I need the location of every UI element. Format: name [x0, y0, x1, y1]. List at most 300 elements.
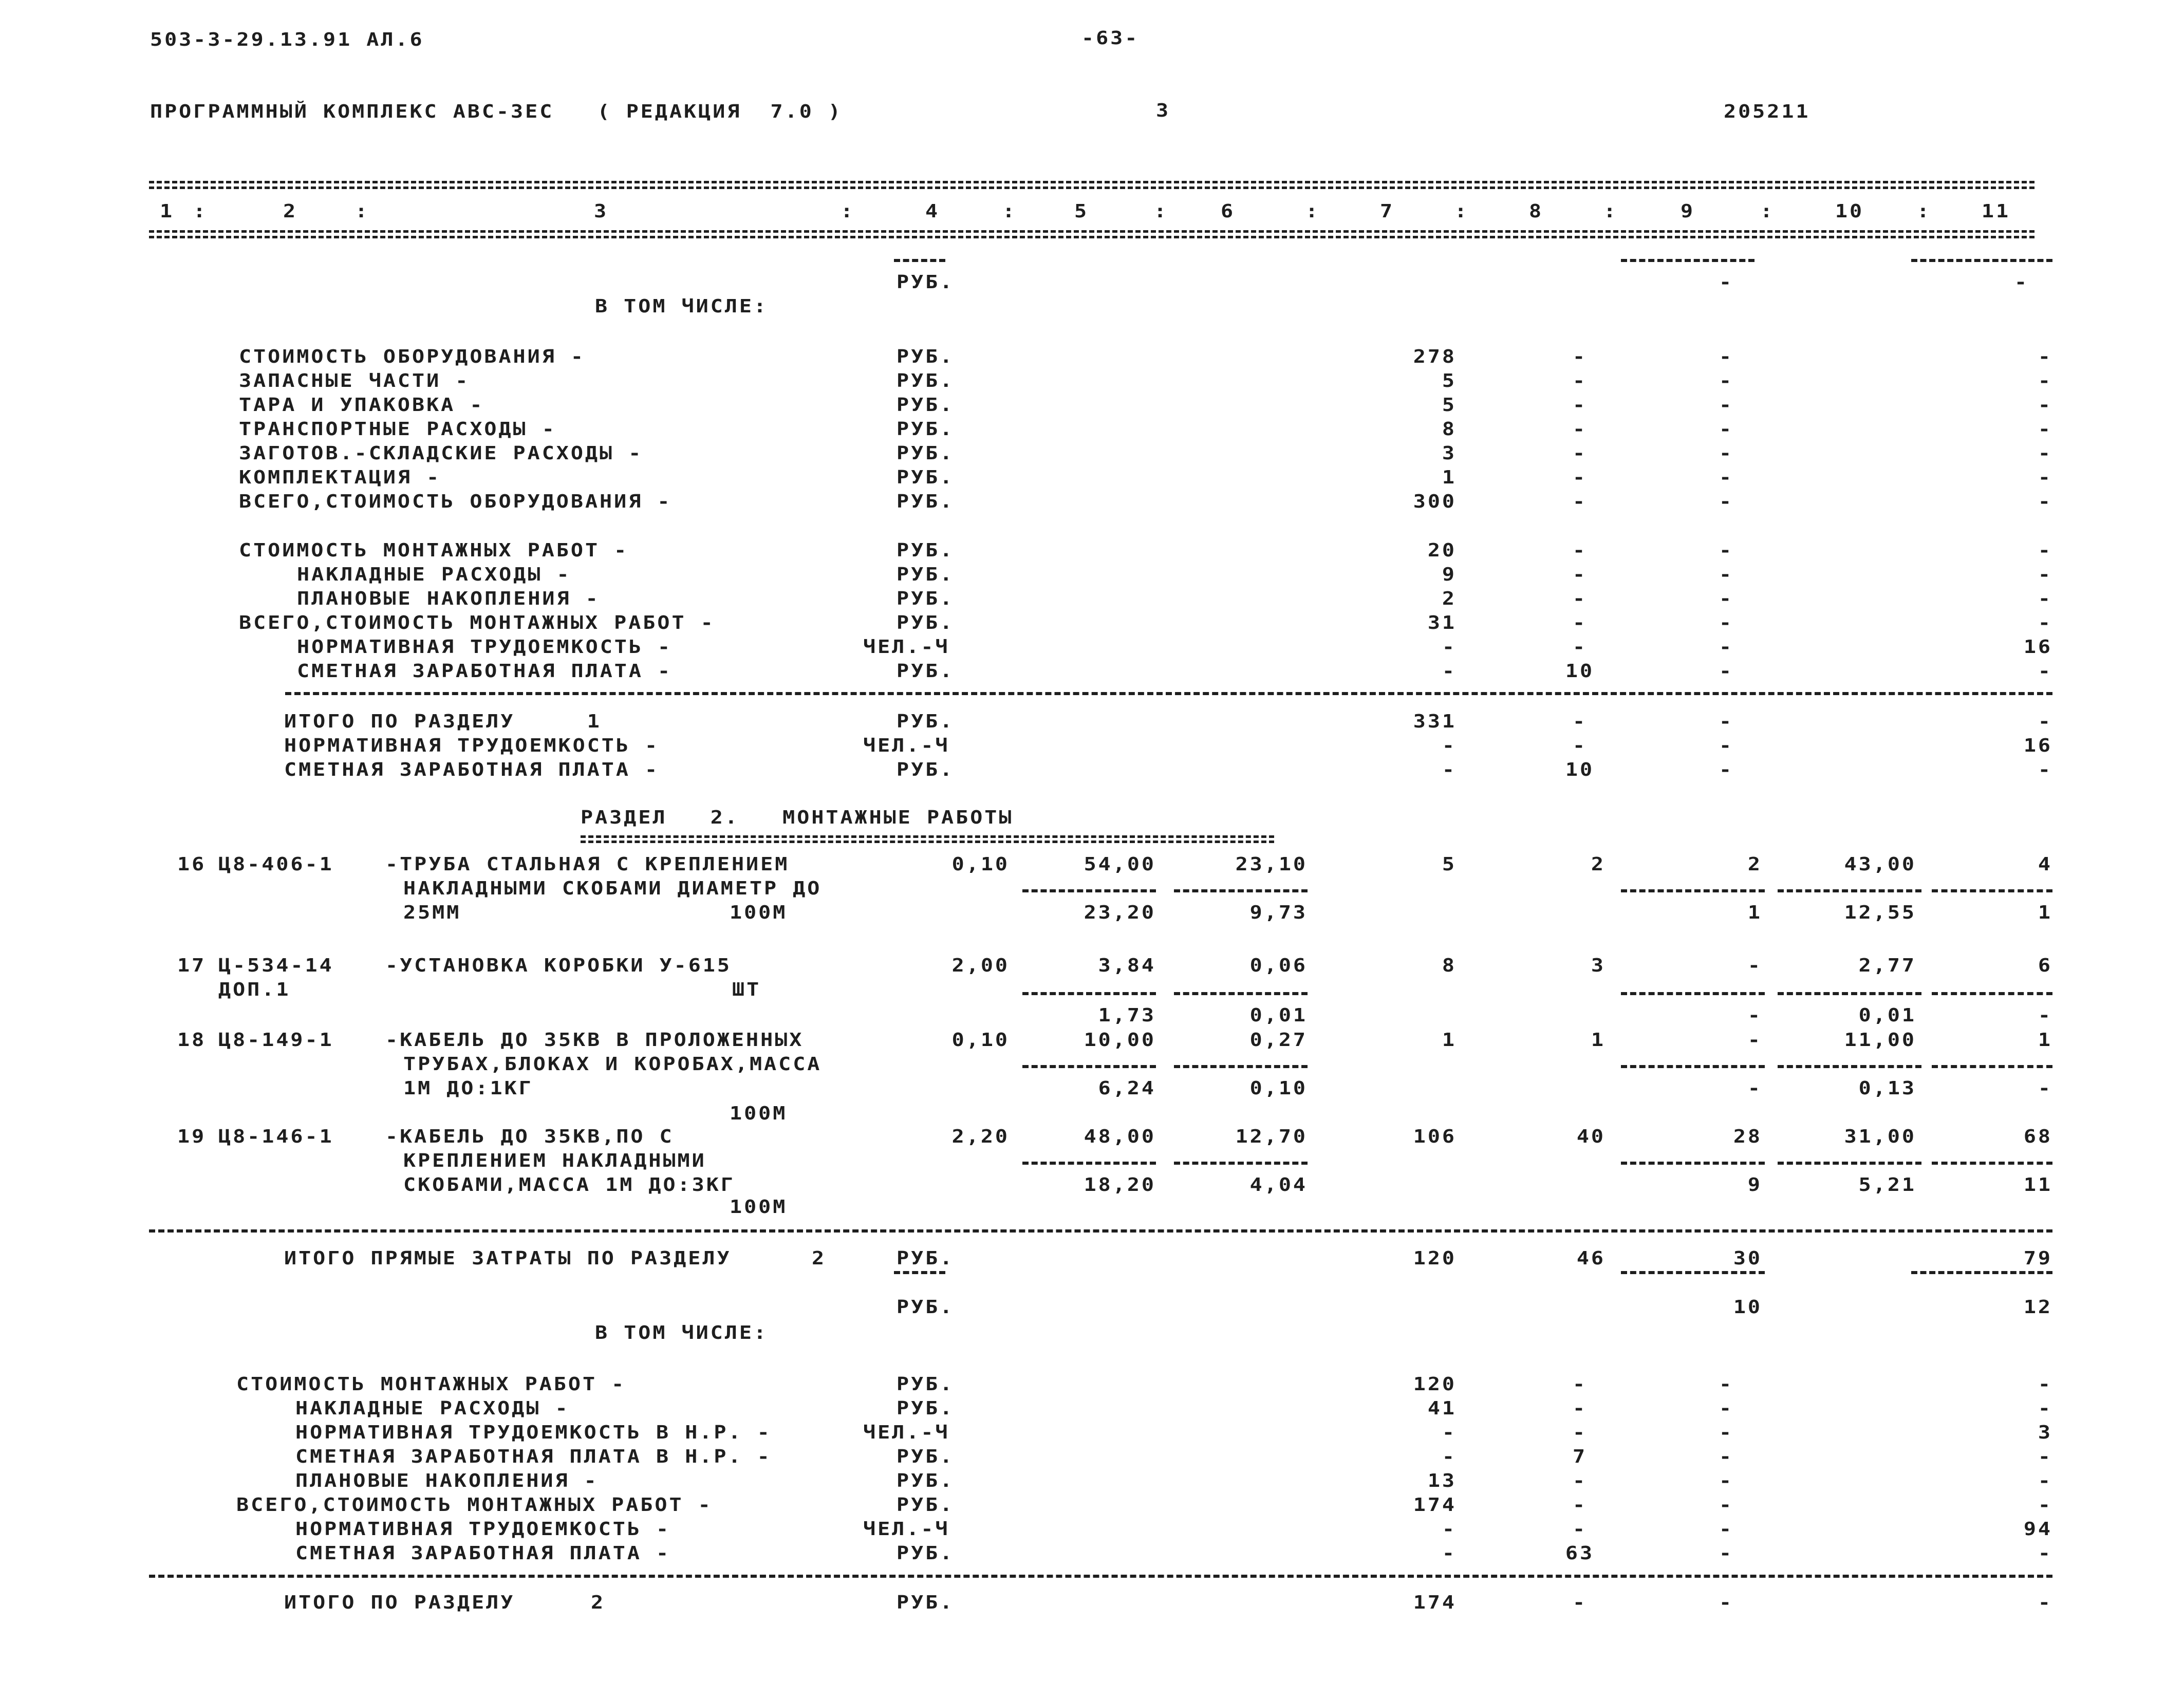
column-header-7: 7 — [1379, 201, 1395, 222]
cost-value: 5,21 — [1858, 1174, 1916, 1196]
item-code-suffix: ДОП.1 — [218, 979, 291, 1000]
summary-value: - — [2038, 1398, 2052, 1419]
total-value: - — [1572, 1592, 1588, 1613]
summary-value: - — [2038, 1446, 2052, 1467]
total-value: - — [2038, 1592, 2052, 1613]
summary-value: 278 — [1413, 346, 1457, 367]
column-separator: : — [1454, 201, 1469, 222]
cost-value: 12,55 — [1844, 902, 1916, 923]
summary-value: 5 — [1442, 370, 1457, 391]
summary-value: - — [2038, 661, 2052, 682]
item-description: СКОБАМИ,МАССА 1М ДО:3КГ — [403, 1174, 735, 1196]
total-value: 46 — [1576, 1248, 1606, 1269]
summary-value: - — [1572, 1470, 1588, 1491]
item-description: ТРУБАХ,БЛОКАХ И КОРОБАХ,МАССА — [403, 1054, 822, 1075]
summary-value: - — [1719, 467, 1734, 488]
summary-value: - — [2038, 1374, 2052, 1395]
col11-underline — [1911, 1271, 2052, 1274]
cell-divider — [1932, 992, 2052, 995]
unit-price: 23,20 — [1084, 902, 1156, 923]
cost-value: 0,13 — [1858, 1078, 1916, 1099]
cost-value: 1 — [1747, 902, 1762, 923]
summary-value: 9 — [1442, 564, 1457, 585]
unit-label: РУБ. — [897, 1248, 955, 1269]
summary-value: - — [1572, 1495, 1588, 1516]
cell-divider — [1621, 992, 1765, 995]
cost-value: 106 — [1413, 1126, 1457, 1147]
column-separator: : — [1153, 201, 1169, 222]
including-heading: В ТОМ ЧИСЛЕ: — [595, 1322, 768, 1343]
summary-label: ПЛАНОВЫЕ НАКОПЛЕНИЯ - — [295, 1470, 599, 1491]
summary-label: СМЕТНАЯ ЗАРАБОТНАЯ ПЛАТА - — [297, 661, 673, 682]
summary-value: - — [1572, 1398, 1588, 1419]
dash-cell: - — [2014, 272, 2029, 293]
summary-value: 13 — [1427, 1470, 1457, 1491]
summary-value: - — [1442, 637, 1457, 658]
unit-of-measure: 100М — [730, 902, 788, 923]
summary-value: - — [1719, 1519, 1734, 1540]
unit-underline — [894, 1271, 945, 1274]
unit-price: 0,10 — [1249, 1078, 1308, 1099]
unit-price: 9,73 — [1249, 902, 1308, 923]
summary-value: - — [1719, 1398, 1734, 1419]
unit-underline — [894, 259, 945, 262]
summary-value: - — [2038, 588, 2052, 609]
column-header-8: 8 — [1528, 201, 1544, 222]
total-value: - — [1719, 711, 1734, 732]
item-code: Ц8-149-1 — [218, 1030, 334, 1051]
summary-label: ВСЕГО,СТОИМОСТЬ ОБОРУДОВАНИЯ - — [239, 491, 672, 512]
cost-value: 31,00 — [1844, 1126, 1916, 1147]
col9-underline — [1621, 1271, 1765, 1274]
unit-label: ЧЕЛ.-Ч — [863, 1519, 950, 1540]
total-value: 79 — [2023, 1248, 2052, 1269]
summary-label: НАКЛАДНЫЕ РАСХОДЫ - — [297, 564, 571, 585]
summary-value: - — [2038, 395, 2052, 416]
summary-value: - — [2038, 443, 2052, 464]
summary-label: НОРМАТИВНАЯ ТРУДОЕМКОСТЬ В Н.Р. - — [295, 1422, 772, 1443]
summary-value: 120 — [1413, 1374, 1457, 1395]
section-divider-rule — [149, 1575, 2052, 1578]
cost-value: 28 — [1733, 1126, 1762, 1147]
section-title: РАЗДЕЛ 2. МОНТАЖНЫЕ РАБОТЫ — [581, 807, 1014, 828]
column-separator: : — [1603, 201, 1618, 222]
unit-of-measure: 100М — [730, 1197, 788, 1218]
unit-label: РУБ. — [897, 711, 955, 732]
column-header-10: 10 — [1835, 201, 1864, 222]
cell-divider — [1022, 889, 1156, 892]
unit-price: 54,00 — [1084, 854, 1156, 875]
summary-value: - — [1572, 467, 1588, 488]
summary-value: - — [1719, 395, 1734, 416]
total-value: 12 — [2023, 1297, 2052, 1318]
summary-value: - — [1719, 637, 1734, 658]
column-separator: : — [1916, 201, 1932, 222]
item-description: КРЕПЛЕНИЕМ НАКЛАДНЫМИ — [403, 1150, 706, 1171]
quantity-value: 2,20 — [951, 1126, 1010, 1147]
unit-label: РУБ. — [897, 443, 955, 464]
unit-label: РУБ. — [897, 1470, 955, 1491]
summary-value: - — [2038, 491, 2052, 512]
item-code: Ц-534-14 — [218, 955, 334, 976]
section-divider-rule — [149, 1229, 2052, 1233]
summary-label: СТОИМОСТЬ ОБОРУДОВАНИЯ - — [239, 346, 585, 367]
summary-value: - — [1572, 491, 1588, 512]
unit-label: РУБ. — [897, 1495, 955, 1516]
cost-value: 11 — [2023, 1174, 2052, 1196]
summary-value: - — [2038, 1470, 2052, 1491]
summary-value: 2 — [1442, 588, 1457, 609]
summary-label: НАКЛАДНЫЕ РАСХОДЫ - — [295, 1398, 570, 1419]
unit-label: РУБ. — [897, 395, 955, 416]
unit-price: 18,20 — [1084, 1174, 1156, 1196]
summary-label: НОРМАТИВНАЯ ТРУДОЕМКОСТЬ - — [295, 1519, 671, 1540]
summary-value: - — [2038, 419, 2052, 440]
summary-value: 7 — [1572, 1446, 1588, 1467]
summary-value: - — [1442, 1519, 1457, 1540]
summary-value: - — [1572, 540, 1588, 561]
total-value: - — [2038, 711, 2052, 732]
summary-label: ТРАНСПОРТНЫЕ РАСХОДЫ - — [239, 419, 556, 440]
unit-label: РУБ. — [897, 419, 955, 440]
cost-value: 40 — [1576, 1126, 1606, 1147]
cost-value: 4 — [2038, 854, 2052, 875]
column-separator: : — [1002, 201, 1017, 222]
item-code: Ц8-146-1 — [218, 1126, 334, 1147]
column-header-1: 1 — [159, 201, 175, 222]
summary-value: - — [1572, 1422, 1588, 1443]
section-total-label: НОРМАТИВНАЯ ТРУДОЕМКОСТЬ - — [284, 735, 660, 756]
unit-label: РУБ. — [897, 1446, 955, 1467]
unit-label: РУБ. — [897, 588, 955, 609]
summary-value: - — [2038, 1495, 2052, 1516]
cost-value: 2 — [1591, 854, 1606, 875]
item-description: -ТРУБА СТАЛЬНАЯ С КРЕПЛЕНИЕМ — [385, 854, 790, 875]
cost-value: 43,00 — [1844, 854, 1916, 875]
total-value: 30 — [1733, 1248, 1762, 1269]
total-value: - — [1719, 759, 1734, 780]
unit-label: РУБ. — [897, 467, 955, 488]
total-value: 16 — [2023, 735, 2052, 756]
quantity-value: 2,00 — [951, 955, 1010, 976]
summary-value: - — [1719, 419, 1734, 440]
summary-value: - — [1719, 564, 1734, 585]
unit-label: РУБ. — [897, 661, 955, 682]
total-value: 120 — [1413, 1248, 1457, 1269]
summary-value: - — [1719, 370, 1734, 391]
unit-label: РУБ. — [897, 491, 955, 512]
summary-value: - — [1719, 661, 1734, 682]
cost-value: - — [2038, 1005, 2052, 1026]
unit-price: 4,04 — [1249, 1174, 1308, 1196]
header-bottom-rule — [149, 230, 2034, 238]
unit-label: РУБ. — [897, 272, 955, 293]
column-separator: : — [1305, 201, 1320, 222]
unit-price: 0,01 — [1249, 1005, 1308, 1026]
unit-label: РУБ. — [897, 564, 955, 585]
summary-value: 16 — [2023, 637, 2052, 658]
unit-label: РУБ. — [897, 1297, 955, 1318]
cell-divider — [1932, 1065, 2052, 1068]
cell-divider — [1932, 889, 2052, 892]
column-header-5: 5 — [1074, 201, 1089, 222]
summary-label: ЗАПАСНЫЕ ЧАСТИ - — [239, 370, 470, 391]
total-value: 10 — [1733, 1297, 1762, 1318]
section-number: 2 — [591, 1592, 606, 1613]
item-description: 25ММ — [403, 902, 461, 923]
item-description: -КАБЕЛЬ ДО 35КВ,ПО С — [385, 1126, 674, 1147]
cell-divider — [1778, 1162, 1921, 1165]
summary-value: - — [1572, 588, 1588, 609]
column-header-4: 4 — [925, 201, 940, 222]
summary-value: - — [2038, 612, 2052, 633]
summary-value: - — [1442, 1422, 1457, 1443]
summary-label: НОРМАТИВНАЯ ТРУДОЕМКОСТЬ - — [297, 637, 673, 658]
summary-value: - — [1442, 1543, 1457, 1564]
summary-value: - — [1719, 588, 1734, 609]
summary-value: 5 — [1442, 395, 1457, 416]
item-description: -УСТАНОВКА КОРОБКИ У-615 — [385, 955, 732, 976]
summary-value: - — [2038, 1543, 2052, 1564]
cell-divider — [1174, 1065, 1308, 1068]
summary-value: - — [1572, 612, 1588, 633]
unit-label: РУБ. — [897, 370, 955, 391]
unit-price: 3,84 — [1098, 955, 1156, 976]
cell-divider — [1174, 992, 1308, 995]
cell-divider — [1621, 1162, 1765, 1165]
quantity-value: 0,10 — [951, 1030, 1010, 1051]
summary-value: - — [1572, 443, 1588, 464]
summary-value: 10 — [1565, 661, 1595, 682]
cost-value: - — [1747, 1030, 1762, 1051]
cost-value: 2 — [1747, 854, 1762, 875]
cost-value: - — [1747, 1005, 1762, 1026]
column-header-6: 6 — [1220, 201, 1236, 222]
column-separator: : — [1760, 201, 1775, 222]
dash-cell: - — [1719, 272, 1734, 293]
summary-value: 20 — [1427, 540, 1457, 561]
summary-value: 94 — [2023, 1519, 2052, 1540]
summary-value: - — [1719, 1422, 1734, 1443]
total-value: 331 — [1413, 711, 1457, 732]
cost-value: 11,00 — [1844, 1030, 1916, 1051]
total-value: - — [1572, 711, 1588, 732]
summary-value: - — [1719, 1543, 1734, 1564]
document-id: 205211 — [1724, 101, 1810, 122]
cell-divider — [1174, 1162, 1308, 1165]
unit-price: 6,24 — [1098, 1078, 1156, 1099]
cost-value: - — [1747, 1078, 1762, 1099]
program-title: ПРОГРАММНЫЙ КОМПЛЕКС АВС-ЗЕС ( РЕДАКЦИЯ 7.0 ) — [150, 101, 843, 122]
unit-label: ЧЕЛ.-Ч — [863, 735, 950, 756]
column-separator: : — [193, 201, 208, 222]
summary-value: - — [1572, 346, 1588, 367]
summary-value: - — [2038, 467, 2052, 488]
column-separator: : — [354, 201, 370, 222]
summary-value: - — [1719, 1470, 1734, 1491]
summary-value: 300 — [1413, 491, 1457, 512]
summary-value: - — [1719, 1374, 1734, 1395]
section-title-underline — [581, 835, 1274, 843]
column-separator: : — [840, 201, 855, 222]
unit-price: 12,70 — [1235, 1126, 1308, 1147]
cost-value: 1 — [1591, 1030, 1606, 1051]
section-number: 2 — [812, 1248, 827, 1269]
summary-value: - — [1572, 419, 1588, 440]
cell-divider — [1778, 1065, 1921, 1068]
summary-value: - — [1719, 491, 1734, 512]
cell-divider — [1174, 889, 1308, 892]
total-value: - — [1719, 1592, 1734, 1613]
unit-price: 0,06 — [1249, 955, 1308, 976]
summary-value: - — [1442, 1446, 1457, 1467]
section-total-label: СМЕТНАЯ ЗАРАБОТНАЯ ПЛАТА - — [284, 759, 660, 780]
summary-value: - — [1572, 395, 1588, 416]
item-description: -КАБЕЛЬ ДО 35КВ В ПРОЛОЖЕННЫХ — [385, 1030, 804, 1051]
summary-value: 31 — [1427, 612, 1457, 633]
summary-value: 3 — [1442, 443, 1457, 464]
section-total-label: ИТОГО ПО РАЗДЕЛУ — [284, 1592, 515, 1613]
item-number: 18 — [177, 1030, 207, 1051]
summary-value: - — [2038, 540, 2052, 561]
cost-value: 1 — [2038, 902, 2052, 923]
item-code: Ц8-406-1 — [218, 854, 334, 875]
unit-label: РУБ. — [897, 1398, 955, 1419]
item-number: 17 — [177, 955, 207, 976]
summary-label: ВСЕГО,СТОИМОСТЬ МОНТАЖНЫХ РАБОТ - — [239, 612, 715, 633]
summary-value: - — [2038, 346, 2052, 367]
summary-value: - — [1572, 1374, 1588, 1395]
summary-label: ВСЕГО,СТОИМОСТЬ МОНТАЖНЫХ РАБОТ - — [236, 1495, 713, 1516]
total-value: 10 — [1565, 759, 1595, 780]
total-value: - — [1442, 759, 1457, 780]
unit-price: 10,00 — [1084, 1030, 1156, 1051]
summary-label: КОМПЛЕКТАЦИЯ - — [239, 467, 441, 488]
summary-value: - — [1719, 1446, 1734, 1467]
unit-price: 48,00 — [1084, 1126, 1156, 1147]
cell-divider — [1022, 1162, 1156, 1165]
summary-value: - — [2038, 564, 2052, 585]
item-description: НАКЛАДНЫМИ СКОБАМИ ДИАМЕТР ДО — [403, 878, 822, 899]
cell-divider — [1778, 992, 1921, 995]
summary-label: ТАРА И УПАКОВКА - — [239, 395, 484, 416]
cost-value: 0,01 — [1858, 1005, 1916, 1026]
summary-value: 41 — [1427, 1398, 1457, 1419]
total-value: - — [1572, 735, 1588, 756]
column-header-3: 3 — [593, 201, 609, 222]
summary-value: - — [1572, 637, 1588, 658]
item-number: 16 — [177, 854, 207, 875]
summary-label: СМЕТНАЯ ЗАРАБОТНАЯ ПЛАТА - — [295, 1543, 671, 1564]
sheet-number: 3 — [1156, 100, 1171, 121]
cell-divider — [1621, 889, 1765, 892]
column-header-2: 2 — [283, 201, 298, 222]
unit-price: 0,27 — [1249, 1030, 1308, 1051]
cost-value: - — [2038, 1078, 2052, 1099]
summary-label: СТОИМОСТЬ МОНТАЖНЫХ РАБОТ - — [236, 1374, 626, 1395]
summary-value: 3 — [2038, 1422, 2052, 1443]
unit-label: ЧЕЛ.-Ч — [863, 1422, 950, 1443]
summary-value: - — [1719, 1495, 1734, 1516]
unit-price: 1,73 — [1098, 1005, 1156, 1026]
total-value: - — [1442, 735, 1457, 756]
including-heading: В ТОМ ЧИСЛЕ: — [595, 296, 768, 317]
section-divider-rule — [285, 692, 2052, 695]
summary-value: - — [1719, 612, 1734, 633]
cost-value: - — [1747, 955, 1762, 976]
cost-value: 8 — [1442, 955, 1457, 976]
cost-value: 1 — [1442, 1030, 1457, 1051]
summary-label: СТОИМОСТЬ МОНТАЖНЫХ РАБОТ - — [239, 540, 629, 561]
summary-label: ПЛАНОВЫЕ НАКОПЛЕНИЯ - — [297, 588, 600, 609]
cell-divider — [1932, 1162, 2052, 1165]
summary-value: 174 — [1413, 1495, 1457, 1516]
column-header-9: 9 — [1680, 201, 1695, 222]
summary-value: - — [1572, 564, 1588, 585]
col11-underline — [1911, 259, 2052, 262]
unit-label: РУБ. — [897, 540, 955, 561]
unit-label: РУБ. — [897, 759, 955, 780]
summary-value: - — [1572, 370, 1588, 391]
col9-underline — [1621, 259, 1754, 262]
cost-value: 5 — [1442, 854, 1457, 875]
summary-value: - — [1572, 1519, 1588, 1540]
cost-value: 2,77 — [1858, 955, 1916, 976]
item-number: 19 — [177, 1126, 207, 1147]
total-value: - — [2038, 759, 2052, 780]
total-value: 174 — [1413, 1592, 1457, 1613]
total-value: - — [1719, 735, 1734, 756]
unit-price: 23,10 — [1235, 854, 1308, 875]
summary-value: - — [2038, 370, 2052, 391]
unit-of-measure: 100М — [730, 1103, 788, 1124]
unit-of-measure: ШТ — [732, 979, 761, 1000]
summary-value: 63 — [1565, 1543, 1595, 1564]
column-header-11: 11 — [1981, 201, 2011, 222]
unit-label: РУБ. — [897, 1592, 955, 1613]
summary-value: - — [1719, 540, 1734, 561]
cost-value: 68 — [2023, 1126, 2052, 1147]
summary-value: - — [1719, 346, 1734, 367]
cost-value: 6 — [2038, 955, 2052, 976]
cell-divider — [1621, 1065, 1765, 1068]
unit-label: РУБ. — [897, 1374, 955, 1395]
summary-value: 8 — [1442, 419, 1457, 440]
cell-divider — [1022, 992, 1156, 995]
unit-label: ЧЕЛ.-Ч — [863, 637, 950, 658]
document-code: 503-3-29.13.91 АЛ.6 — [150, 29, 424, 50]
summary-value: - — [1719, 443, 1734, 464]
summary-label: ЗАГОТОВ.-СКЛАДСКИЕ РАСХОДЫ - — [239, 443, 643, 464]
summary-value: 1 — [1442, 467, 1457, 488]
unit-label: РУБ. — [897, 612, 955, 633]
unit-label: РУБ. — [897, 346, 955, 367]
cost-value: 3 — [1591, 955, 1606, 976]
header-top-rule — [149, 181, 2034, 189]
cost-value: 1 — [2038, 1030, 2052, 1051]
summary-value: - — [1442, 661, 1457, 682]
cost-value: 9 — [1747, 1174, 1762, 1196]
unit-label: РУБ. — [897, 1543, 955, 1564]
item-description: 1М ДО:1КГ — [403, 1078, 533, 1099]
summary-label: СМЕТНАЯ ЗАРАБОТНАЯ ПЛАТА В Н.Р. - — [295, 1446, 772, 1467]
cell-divider — [1778, 889, 1921, 892]
quantity-value: 0,10 — [951, 854, 1010, 875]
page-number: -63- — [1081, 28, 1140, 49]
cell-divider — [1022, 1065, 1156, 1068]
section-total-label: ИТОГО ПО РАЗДЕЛУ 1 — [284, 711, 602, 732]
direct-costs-label: ИТОГО ПРЯМЫЕ ЗАТРАТЫ ПО РАЗДЕЛУ — [284, 1248, 732, 1269]
